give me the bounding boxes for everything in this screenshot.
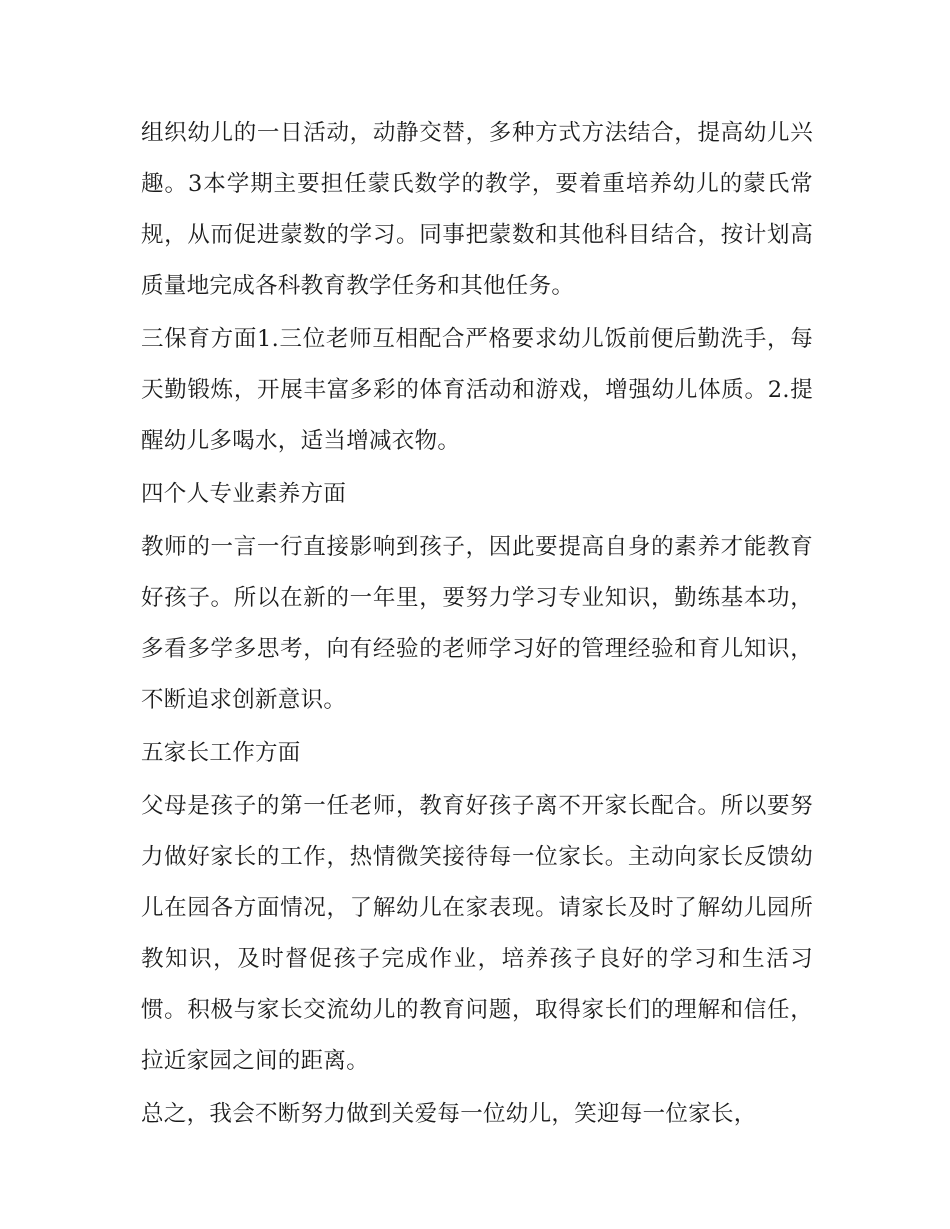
paragraph-conclusion: 总之，我会不断努力做到关爱每一位幼儿，笑迎每一位家长， [141,1101,757,1127]
paragraph-professional: 教师的一言一行直接影响到孩子，因此要提高自身的素养才能教育好孩子。所以在新的一年里，要努力学习专业知识，勤练基本功，多看多学多思考，向有经验的老师学习好的管理经验和育儿知识，不断追求创新意识。 [141,534,813,713]
paragraph-daily-activities: 组织幼儿的一日活动，动静交替，多种方式方法结合，提高幼儿兴趣。3本学期主要担任蒙氏数学的教学，要着重培养幼儿的蒙氏常规，从而促进蒙数的学习。同事把蒙数和其他科目结合，按计划高质量地完成各科教育教学任务和其他任务。 [141,120,813,299]
paragraph-childcare: 三保育方面1.三位老师互相配合严格要求幼儿饭前便后勤洗手，每天勤锻炼，开展丰富多彩的体育活动和游戏，增强幼儿体质。2.提醒幼儿多喝水，适当增减衣物。 [141,326,813,454]
document-body [141,108,813,1142]
paragraph-parents: 父母是孩子的第一任老师，教育好孩子离不开家长配合。所以要努力做好家长的工作，热情微笑接待每一位家长。主动向家长反馈幼儿在园各方面情况，了解幼儿在家表现。请家长及时了解幼儿园所教知识，及时督促孩子完成作业，培养孩子良好的学习和生活习惯。积极与家长交流幼儿的教育问题，取得家长们的理解和信任，拉近家园之间的距离。 [141,793,813,1074]
section-heading-professional: 四个人专业素养方面 [141,481,347,507]
section-heading-parents: 五家长工作方面 [141,740,301,766]
